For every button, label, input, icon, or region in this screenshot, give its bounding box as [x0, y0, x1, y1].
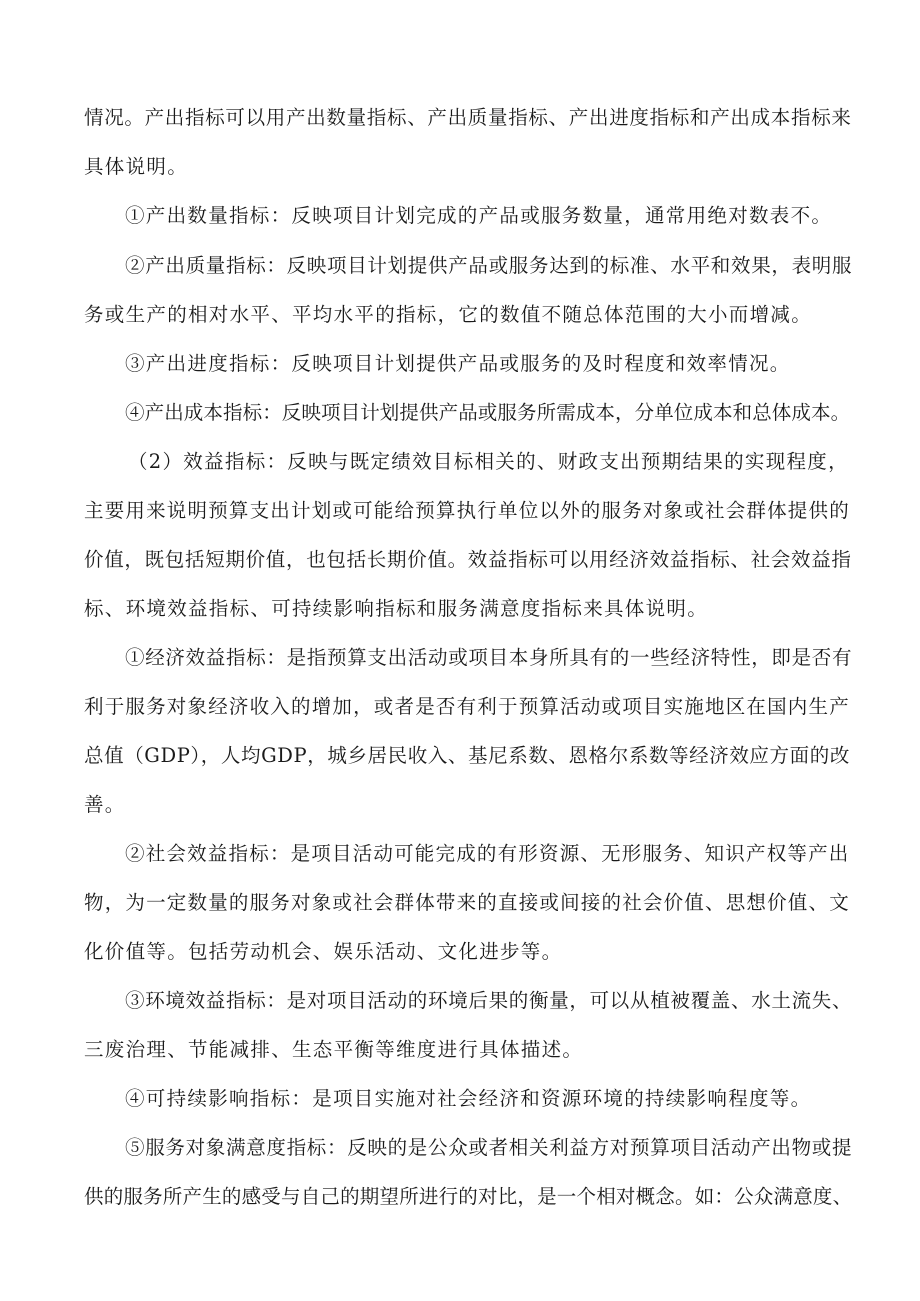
text-line: 具体说明。: [84, 155, 189, 178]
text-line: 情况。产出指标可以用产出数量指标、产出质量指标、产出进度指标和产出成本指标来: [84, 106, 852, 129]
text-line: （2）效益指标：反映与既定绩效目标相关的、财政支出预期结果的实现程度，: [128, 450, 849, 473]
text-line: ①经济效益指标：是指预算支出活动或项目本身所具有的一些经济特性，即是否有: [125, 646, 853, 669]
text-line: ②产出质量指标：反映项目计划提供产品或服务达到的标准、水平和效果，表明服: [125, 254, 853, 277]
text-line: 善。: [84, 793, 126, 816]
text-line: ④产出成本指标：反映项目计划提供产品或服务所需成本，分单位成本和总体成本。: [125, 401, 851, 424]
text-line: 供的服务所产生的感受与自己的期望所进行的对比，是一个相对概念。如：公众满意度、: [84, 1185, 853, 1208]
text-line: 价值，既包括短期价值，也包括长期价值。效益指标可以用经济效益指标、社会效益指: [84, 548, 852, 571]
text-line: 标、环境效益指标、可持续影响指标和服务满意度指标来具体说明。: [84, 597, 709, 620]
text-line: 务或生产的相对水平、平均水平的指标，它的数值不随总体范围的大小而增减。: [84, 303, 813, 326]
text-line: 主要用来说明预算支出计划或可能给预算执行单位以外的服务对象或社会群体提供的: [84, 499, 850, 522]
text-line: ⑤服务对象满意度指标：反映的是公众或者相关利益方对预算项目活动产出物或提: [125, 1136, 853, 1159]
text-line: ②社会效益指标：是项目活动可能完成的有形资源、无形服务、知识产权等产出: [125, 842, 850, 865]
text-line: 利于服务对象经济收入的增加，或者是否有利于预算活动或项目实施地区在国内生产: [84, 695, 850, 718]
text-line: ①产出数量指标：反映项目计划完成的产品或服务数量，通常用绝对数表不。: [125, 204, 833, 227]
text-line: 总值（GDP），人均GDP，城乡居民收入、基尼系数、恩格尔系数等经济效应方面的改: [84, 744, 850, 767]
text-line: ④可持续影响指标：是项目实施对社会经济和资源环境的持续影响程度等。: [125, 1087, 812, 1110]
text-line: 三废治理、节能减排、生态平衡等维度进行具体描述。: [84, 1038, 584, 1061]
text-line: 物，为一定数量的服务对象或社会群体带来的直接或间接的社会价值、思想价值、文: [84, 891, 850, 914]
text-line: 化价值等。包括劳动机会、娱乐活动、文化进步等。: [84, 940, 563, 963]
text-line: ③产出进度指标：反映项目计划提供产品或服务的及时程度和效率情况。: [125, 352, 791, 375]
text-line: ③环境效益指标：是对项目活动的环境后果的衡量，可以从植被覆盖、水土流失、: [125, 989, 853, 1012]
